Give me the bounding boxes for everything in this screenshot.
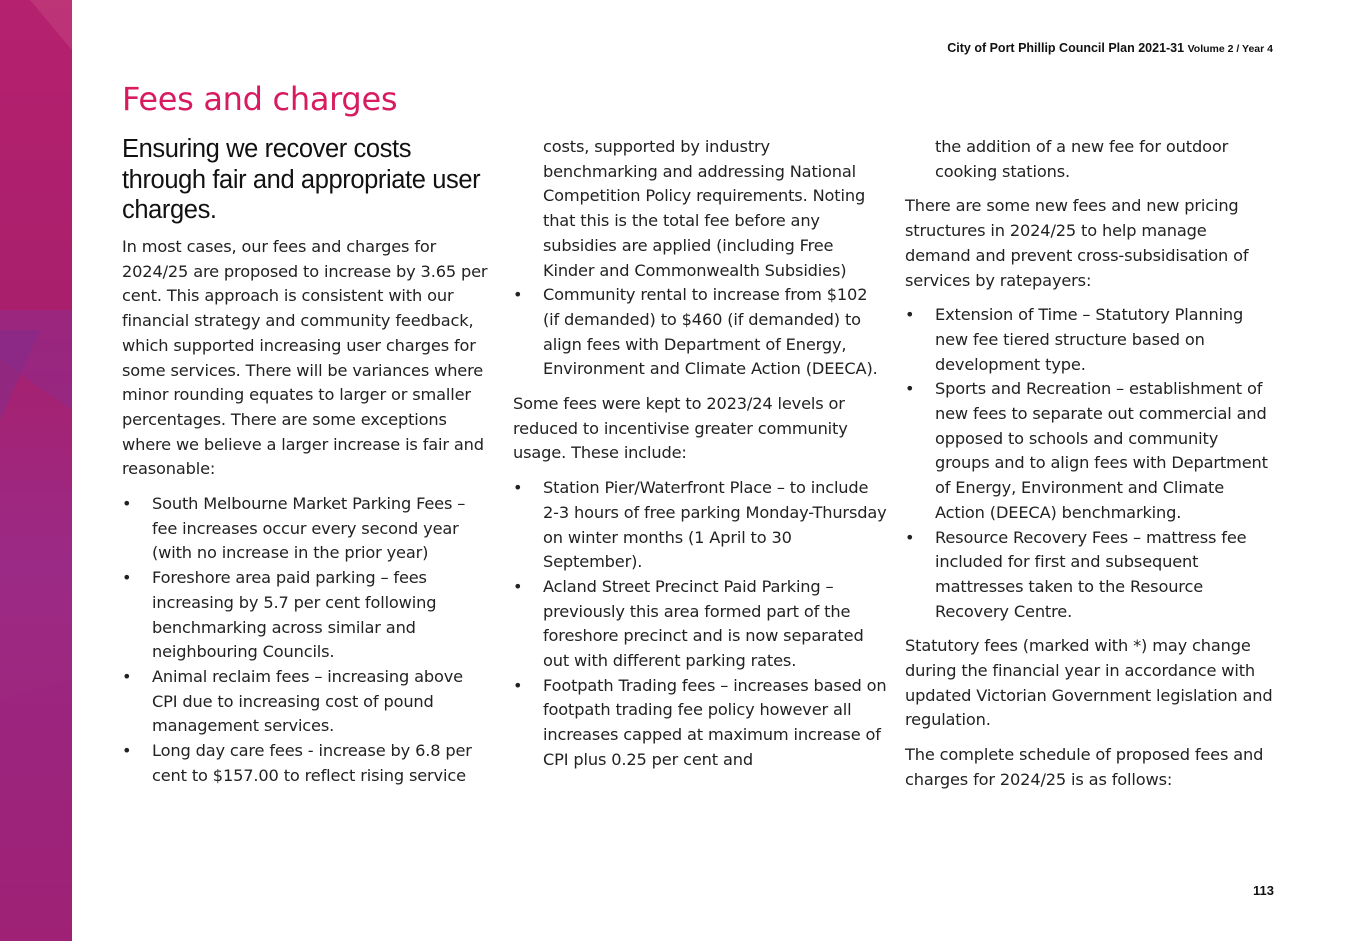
column-3 [905, 135, 1277, 793]
intro-paragraph: In most cases, our fees and charges for 2024/25 are proposed to increase by 3.65 per cent. This approach is consistent with our financial strategy and community feedback, which supported increasing user charges for some services. There will be variances where minor rounding equates to larger or smaller percentages. There are some exceptions where we believe a larger increase is fair and reasonable: [122, 237, 488, 479]
rental-list [513, 283, 888, 382]
continued-list-text: the addition of a new fee for outdoor cooking stations. [935, 137, 1229, 181]
list-item: • Acland Street Precinct Paid Parking – previously this area formed part of the foreshore precinct and is now separated out with different parking rates. [513, 575, 888, 674]
new-fees-paragraph: There are some new fees and new pricing structures in 2024/25 to help manage demand and prevent cross-subsidisation of services by ratepayers: [905, 196, 1249, 290]
list-item: • Long day care fees - increase by 6.8 per cent to $157.00 to reflect rising service [122, 739, 490, 788]
list-item: • Sports and Recreation – establishment of new fees to separate out commercial and opposed to schools and community groups and to align fees with Department of Energy, Environment and Climate Action (DEECA) benchmarking. [905, 377, 1277, 525]
kept-fees-list [513, 476, 888, 772]
decorative-side-band [0, 0, 72, 941]
page-number: 113 [1253, 883, 1274, 898]
document-volume: Volume 2 / Year 4 [1187, 43, 1273, 55]
page-subtitle: Ensuring we recover costs through fair and appropriate user charges. [122, 135, 481, 224]
list-item: • Community rental to increase from $102 (if demanded) to $460 (if demanded) to align fees with Department of Energy, Environment and Climate Action (DEECA). [513, 283, 888, 382]
continued-list-text: costs, supported by industry benchmarking and addressing National Competition Policy requirements. Noting that this is the total fee before any subsidies are applied (including Free Kinder and Commonwealth Subsidies) [543, 137, 866, 280]
list-item: • Extension of Time – Statutory Planning new fee tiered structure based on development type. [905, 303, 1277, 377]
list-item: • Resource Recovery Fees – mattress fee included for first and subsequent mattresses taken to the Resource Recovery Centre. [905, 526, 1277, 625]
exceptions-list [122, 492, 490, 788]
column-1 [122, 235, 490, 788]
document-header [947, 41, 1273, 55]
list-item: • Footpath Trading fees – increases based on footpath trading fee policy however all increases capped at maximum increase of CPI plus 0.25 per cent and [513, 674, 888, 773]
document-title: City of Port Phillip Council Plan 2021-31 [947, 41, 1185, 55]
statutory-fees-paragraph: Statutory fees (marked with *) may change during the financial year in accordance with updated Victorian Government legislation and regulation. [905, 636, 1273, 730]
column-2 [513, 135, 888, 773]
schedule-intro-paragraph: The complete schedule of proposed fees and charges for 2024/25 is as follows: [905, 745, 1264, 789]
list-item: • Animal reclaim fees – increasing above CPI due to increasing cost of pound management services. [122, 665, 490, 739]
kept-fees-paragraph: Some fees were kept to 2023/24 levels or reduced to incentivise greater community usage. These include: [513, 394, 848, 463]
new-fees-list [905, 303, 1277, 624]
list-item: • Station Pier/Waterfront Place – to include 2-3 hours of free parking Monday-Thursday on winter months (1 April to 30 September). [513, 476, 888, 575]
list-item: • Foreshore area paid parking – fees increasing by 5.7 per cent following benchmarking across similar and neighbouring Councils. [122, 566, 490, 665]
page-title: Fees and charges [122, 80, 398, 118]
list-item: • South Melbourne Market Parking Fees – fee increases occur every second year (with no increase in the prior year) [122, 492, 490, 566]
